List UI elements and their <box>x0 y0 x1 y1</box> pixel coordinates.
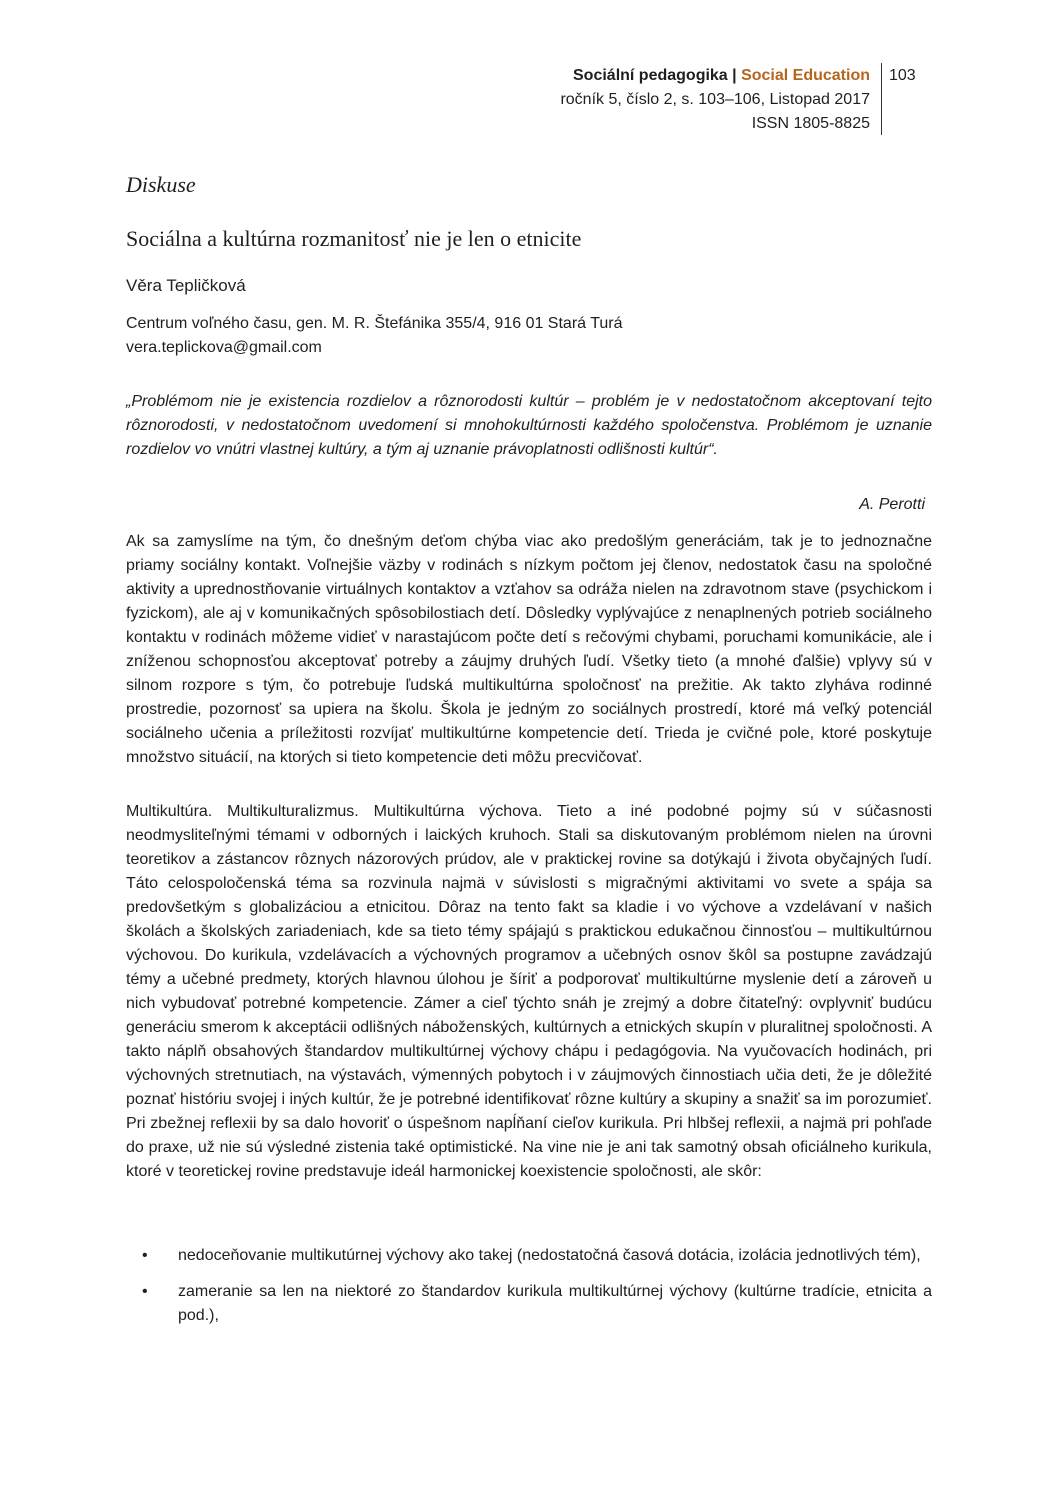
list-item-text: zameranie sa len na niektoré zo štandardov kurikula multikultúrnej výchovy (kultúrne tradície, etnicita a pod.), <box>178 1283 932 1324</box>
header-divider <box>881 63 882 135</box>
paragraph-2: Multikultúra. Multikulturalizmus. Multikultúrna výchova. Tieto a iné podobné pojmy sú v súčasnosti neodmysliteľnými témami v odborných i laických kruhoch. Stali sa diskutovaným problémom nielen na úrovni teoretikov a zástancov rôznych názorových prúdov, ale v praktickej rovine sa dotýkajú i života obyčajných ľudí. Táto celospoločenská téma sa rozvinula najmä v súvislosti s migračnými aktivitami vo svete a spája sa predovšetkým s globalizáciou a etnicitou. Dôraz na tento fakt sa kladie i vo výchove a vzdelávaní v našich školách a školských zariadeniach, kde sa tieto témy spájajú s praktickou edukačnou činnosťou – multikultúrnou výchovou. Do kurikula, vzdelávacích a výchovných programov a učebných osnov škôl sa postupne zavádzajú témy a učebné predmety, ktorých hlavnou úlohou je šíriť a podporovať multikultúrne myslenie detí a zároveň u nich vybudovať potrebné kompetencie. Zámer a cieľ týchto snáh je zrejmý a dobre čitateľný: ovplyvniť budúcu generáciu smerom k akceptácii odlišných náboženských, kultúrnych a etnických skupín v pluralitnej spoločnosti. A takto náplň obsahových štandardov multikultúrnej výchovy chápu i pedagógovia. Na vyučovacích hodinách, pri výchovných stretnutiach, na výstavách, výmenných pobytoch i v záujmových činnostiach učia deti, že je dôležité poznať históriu svojej i iných kultúr, že je potrebné identifikovať rôzne kultúry a skupiny a snažiť sa im porozumieť. Pri zbežnej reflexii by sa dalo hovoriť o úspešnom napĺňaní cieľov kurikula. Pri hlbšej reflexii, a najmä pri pohľade do praxe, už nie sú výsledné zistenia také optimistické. Na vine nie je ani tak samotný obsah oficiálneho kurikula, ktoré v teoretickej rovine predstavuje ideál harmonickej koexistencie spoločnosti, ale skôr: <box>126 803 932 1180</box>
affiliation: Centrum voľného času, gen. M. R. Štefánika 355/4, 916 01 Stará Turá <box>126 315 623 332</box>
paragraph-1: Ak sa zamyslíme na tým, čo dnešným deťom chýba viac ako predošlým generáciám, tak je to jednoznačne priamy sociálny kontakt. Voľnejšie väzby v rodinách s nízkym počtom jej členov, nedostatok času na spoločné aktivity a uprednostňovanie virtuálnych kontaktov a vzťahov sa odráža nielen na zdravotnom stave (psychickom i fyzickom), ale aj v komunikačných spôsobilostiach detí. Dôsledky vyplývajúce z nenaplnených potrieb sociálneho kontaktu v rodinách môžeme vidieť v narastajúcom počte detí s rečovými chybami, poruchami komunikácie, ale i zníženou schopnosťou akceptovať potreby a záujmy druhých ľudí. Všetky tieto (a mnohé ďalšie) vplyvy sú v silnom rozpore s tým, čo potrebuje ľudská multikultúrna spoločnosť na prežitie. Ak takto zlyháva rodinné prostredie, pozornosť sa upiera na školu. Škola je jedným zo sociálnych prostredí, ktoré má veľký potenciál sociálneho učenia a príležitosti rozvíjať multikultúrne kompetencie detí. Trieda je cvičné pole, ktoré poskytuje množstvo situácií, na ktorých si tieto kompetencie deti môžu precvičovať. <box>126 533 932 766</box>
epigraph-quote: „Problémom nie je existencia rozdielov a rôznorodosti kultúr – problém je v nedostatočnom akceptovaní tejto rôznorodosti, v nedostatočnom uvedomení si mnohokultúrnosti každého spoločenstva. Problémom je uznanie rozdielov vo vnútri vlastnej kultúry, a tým aj uznanie právoplatnosti odlišnosti kultúr“. <box>126 393 932 458</box>
epigraph-author: A. Perotti <box>859 496 925 513</box>
journal-header <box>560 64 870 136</box>
journal-title-en: Social Education <box>741 67 870 84</box>
author-email: vera.teplickova@gmail.com <box>126 339 322 356</box>
list-item-text: nedoceňovanie multikutúrnej výchovy ako takej (nedostatočná časová dotácia, izolácia jednotlivých tém), <box>178 1247 921 1264</box>
author-affiliation-block <box>126 312 623 360</box>
bullet-icon: • <box>142 1247 148 1264</box>
issue-info: ročník 5, číslo 2, s. 103–106, Listopad 2017 <box>560 91 870 108</box>
journal-title-line <box>560 64 870 88</box>
list-item <box>126 1280 932 1328</box>
list-item <box>126 1244 932 1268</box>
issn: ISSN 1805-8825 <box>751 115 870 132</box>
journal-title-separator: | <box>727 67 742 84</box>
bullet-icon: • <box>142 1283 148 1300</box>
page-number: 103 <box>889 67 916 84</box>
section-label: Diskuse <box>126 172 196 197</box>
bullet-list <box>126 1244 932 1340</box>
journal-title-cz: Sociální pedagogika <box>573 67 728 84</box>
article-title: Sociálna a kultúrna rozmanitosť nie je len o etnicite <box>126 226 582 251</box>
author-name: Věra Tepličková <box>126 276 246 295</box>
